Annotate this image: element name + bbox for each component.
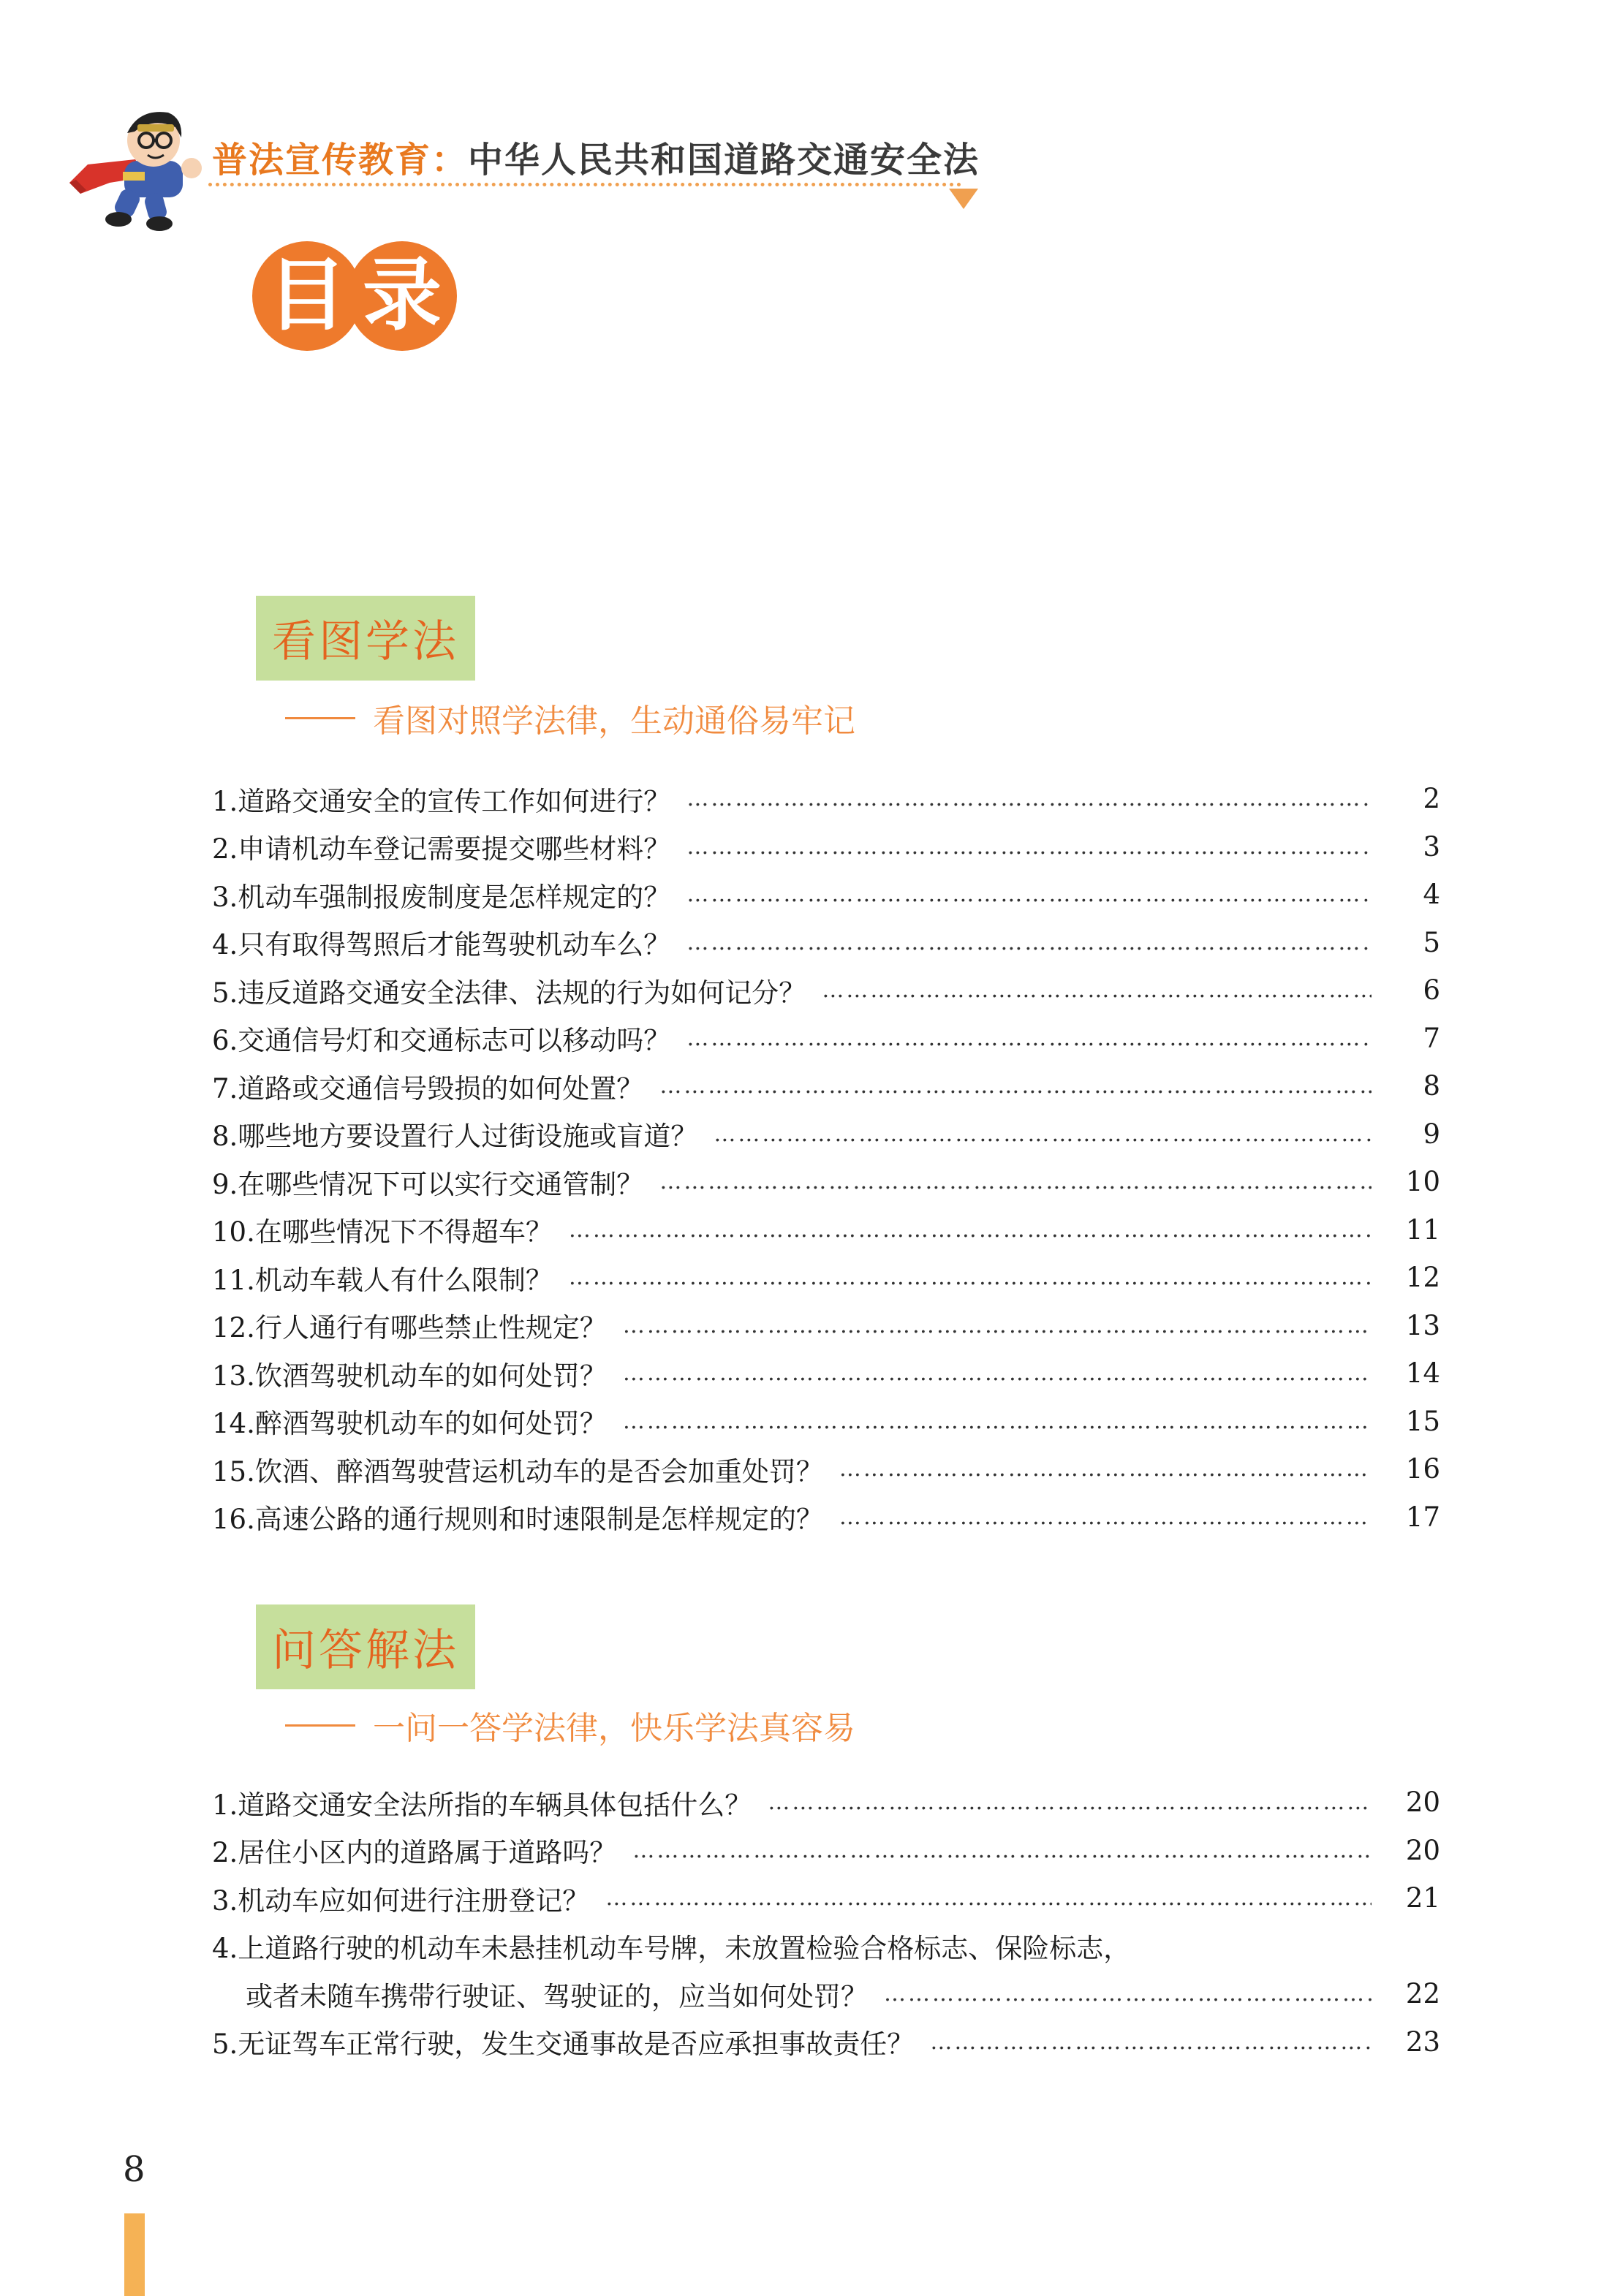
toc-entry-page: 22 xyxy=(1405,1978,1440,2010)
toc-leader-dots xyxy=(686,834,1372,860)
toc-entry-page: 20 xyxy=(1405,1787,1440,1819)
toc-entry[interactable] xyxy=(212,919,1440,967)
toc-entry[interactable] xyxy=(212,871,1440,919)
header-triangle-icon xyxy=(949,189,978,209)
toc-leader-dots xyxy=(569,1217,1372,1243)
toc-entry-question: 14.醉酒驾驶机动车的如何处罚？ xyxy=(212,1408,607,1440)
toc-entry-question: 3.机动车强制报废制度是怎样规定的？ xyxy=(212,881,671,913)
toc-leader-dots xyxy=(623,1409,1372,1434)
toc-entry-page: 21 xyxy=(1405,1882,1440,1914)
section-subtitle-qa-law xyxy=(285,1702,855,1748)
toc-entry-page: 13 xyxy=(1405,1309,1440,1341)
toc-entry-page: 14 xyxy=(1405,1357,1440,1390)
toc-entry-page: 20 xyxy=(1405,1834,1440,1866)
toc-entry[interactable] xyxy=(212,1874,1440,1922)
toc-entry-question: 8.哪些地方要设置行人过街设施或盲道？ xyxy=(212,1121,698,1153)
page-header xyxy=(66,95,987,227)
toc-leader-dots xyxy=(839,1456,1372,1482)
toc-entry-question: 2.居住小区内的道路属于道路吗？ xyxy=(212,1837,617,1869)
toc-entry[interactable] xyxy=(212,1062,1440,1110)
section-subtitle-text: 一问一答学法律，快乐学法真容易 xyxy=(373,1710,855,1747)
section-subtitle-picture-law xyxy=(285,694,855,741)
toc-entry-question: 4.只有取得驾照后才能驾驶机动车么？ xyxy=(212,929,671,961)
header-title xyxy=(212,132,980,182)
toc-entry-question: 1.道路交通安全法所指的车辆具体包括什么？ xyxy=(212,1789,752,1821)
toc-entry-page: 9 xyxy=(1423,1118,1440,1150)
toc-entry-question: 3.机动车应如何进行注册登记？ xyxy=(212,1884,590,1917)
toc-entry[interactable] xyxy=(212,1922,1440,2018)
toc-entry-question: 2.申请机动车登记需要提交哪些材料？ xyxy=(212,833,671,865)
header-title-main: 中华人民共和国道路交通安全法 xyxy=(468,140,980,181)
toc-entry[interactable] xyxy=(212,966,1440,1015)
toc-leader-dots xyxy=(884,1981,1372,2007)
toc-entry-question-cont: 或者未随车携带行驶证、驾驶证的，应当如何处罚？ xyxy=(246,1980,868,2012)
toc-list-picture-law xyxy=(212,775,1440,1541)
toc-entry-question: 15.饮酒、醉酒驾驶营运机动车的是否会加重处罚？ xyxy=(212,1455,823,1488)
toc-leader-dots xyxy=(839,1504,1372,1530)
toc-entry[interactable] xyxy=(212,1778,1440,1827)
toc-entry-page: 6 xyxy=(1423,974,1440,1007)
toc-entry-question: 7.道路或交通信号毁损的如何处置？ xyxy=(212,1072,644,1105)
toc-leader-dots xyxy=(569,1265,1372,1290)
toc-entry-page: 15 xyxy=(1405,1405,1440,1437)
toc-leader-dots xyxy=(623,1360,1372,1386)
toc-leader-dots xyxy=(686,930,1372,955)
toc-entry[interactable] xyxy=(212,1302,1440,1350)
toc-leader-dots xyxy=(714,1121,1372,1147)
toc-entry[interactable] xyxy=(212,1254,1440,1302)
toc-entry[interactable] xyxy=(212,1493,1440,1542)
toc-entry-question: 6.交通信号灯和交通标志可以移动吗？ xyxy=(212,1025,671,1057)
toc-entry-question: 10.在哪些情况下不得超车？ xyxy=(212,1216,553,1249)
toc-entry-page: 4 xyxy=(1423,879,1440,911)
toc-leader-dots xyxy=(930,2029,1372,2055)
toc-entry-page: 17 xyxy=(1405,1501,1440,1533)
toc-entry[interactable] xyxy=(212,1158,1440,1206)
toc-entry[interactable] xyxy=(212,1015,1440,1063)
toc-leader-dots xyxy=(686,882,1372,907)
toc-leader-dots xyxy=(623,1313,1372,1338)
toc-entry-page: 5 xyxy=(1423,926,1440,958)
toc-entry-question: 5.违反道路交通安全法律、法规的行为如何记分？ xyxy=(212,977,806,1009)
toc-entry-question: 11.机动车载人有什么限制？ xyxy=(212,1264,553,1296)
toc-entry-question: 9.在哪些情况下可以实行交通管制？ xyxy=(212,1168,644,1200)
toc-entry-question: 12.行人通行有哪些禁止性规定？ xyxy=(212,1312,607,1344)
toc-title xyxy=(252,241,472,351)
toc-leader-dots xyxy=(659,1073,1372,1099)
toc-entry-question: 5.无证驾车正常行驶，发生交通事故是否应承担事故责任？ xyxy=(212,2028,915,2061)
toc-entry-page: 10 xyxy=(1405,1166,1440,1198)
toc-entry-question: 16.高速公路的通行规则和时速限制是怎样规定的？ xyxy=(212,1504,823,1536)
toc-entry-page: 8 xyxy=(1423,1070,1440,1102)
toc-entry-question: 1.道路交通安全的宣传工作如何进行？ xyxy=(212,785,671,817)
toc-entry[interactable] xyxy=(212,823,1440,871)
section-tag-qa-law: 问答解法 xyxy=(256,1604,475,1689)
page-number: 8 xyxy=(123,2149,145,2190)
toc-leader-dots xyxy=(659,1169,1372,1194)
toc-list-qa-law xyxy=(212,1778,1440,2066)
toc-title-char-1: 目 xyxy=(252,241,362,351)
superhero-mascot-icon xyxy=(66,95,212,234)
toc-leader-dots xyxy=(768,1789,1372,1815)
toc-entry[interactable] xyxy=(212,1206,1440,1254)
toc-entry-question: 13.饮酒驾驶机动车的如何处罚？ xyxy=(212,1360,607,1392)
toc-entry-page: 16 xyxy=(1405,1453,1440,1485)
toc-entry-page: 23 xyxy=(1405,2026,1440,2058)
section-subtitle-text: 看图对照学法律，生动通俗易牢记 xyxy=(373,702,855,740)
toc-leader-dots xyxy=(822,977,1372,1003)
toc-entry[interactable] xyxy=(212,1827,1440,1875)
toc-entry[interactable] xyxy=(212,775,1440,823)
toc-leader-dots xyxy=(632,1838,1372,1863)
toc-entry-page: 11 xyxy=(1405,1213,1440,1246)
toc-entry-page: 12 xyxy=(1405,1262,1440,1294)
toc-leader-dots xyxy=(686,1026,1372,1051)
toc-entry[interactable] xyxy=(212,1349,1440,1398)
toc-entry-question: 4.上道路行驶的机动车未悬挂机动车号牌，未放置检验合格标志、保险标志， xyxy=(212,1933,1131,1965)
header-title-prefix: 普法宣传教育： xyxy=(212,140,469,181)
toc-entry-page: 7 xyxy=(1423,1022,1440,1054)
header-dotted-line xyxy=(208,183,961,186)
section-tag-picture-law: 看图学法 xyxy=(256,596,475,681)
page-edge-bar xyxy=(124,2213,145,2296)
toc-entry[interactable] xyxy=(212,1398,1440,1446)
toc-leader-dots xyxy=(605,1885,1372,1911)
toc-entry-page: 2 xyxy=(1423,783,1440,815)
toc-entry[interactable] xyxy=(212,1445,1440,1493)
subtitle-dash xyxy=(285,717,355,719)
toc-entry[interactable] xyxy=(212,2018,1440,2066)
toc-leader-dots xyxy=(686,786,1372,811)
toc-entry-page: 3 xyxy=(1423,830,1440,863)
toc-entry[interactable] xyxy=(212,1110,1440,1159)
toc-title-char-2: 录 xyxy=(347,241,457,351)
subtitle-dash xyxy=(285,1724,355,1727)
